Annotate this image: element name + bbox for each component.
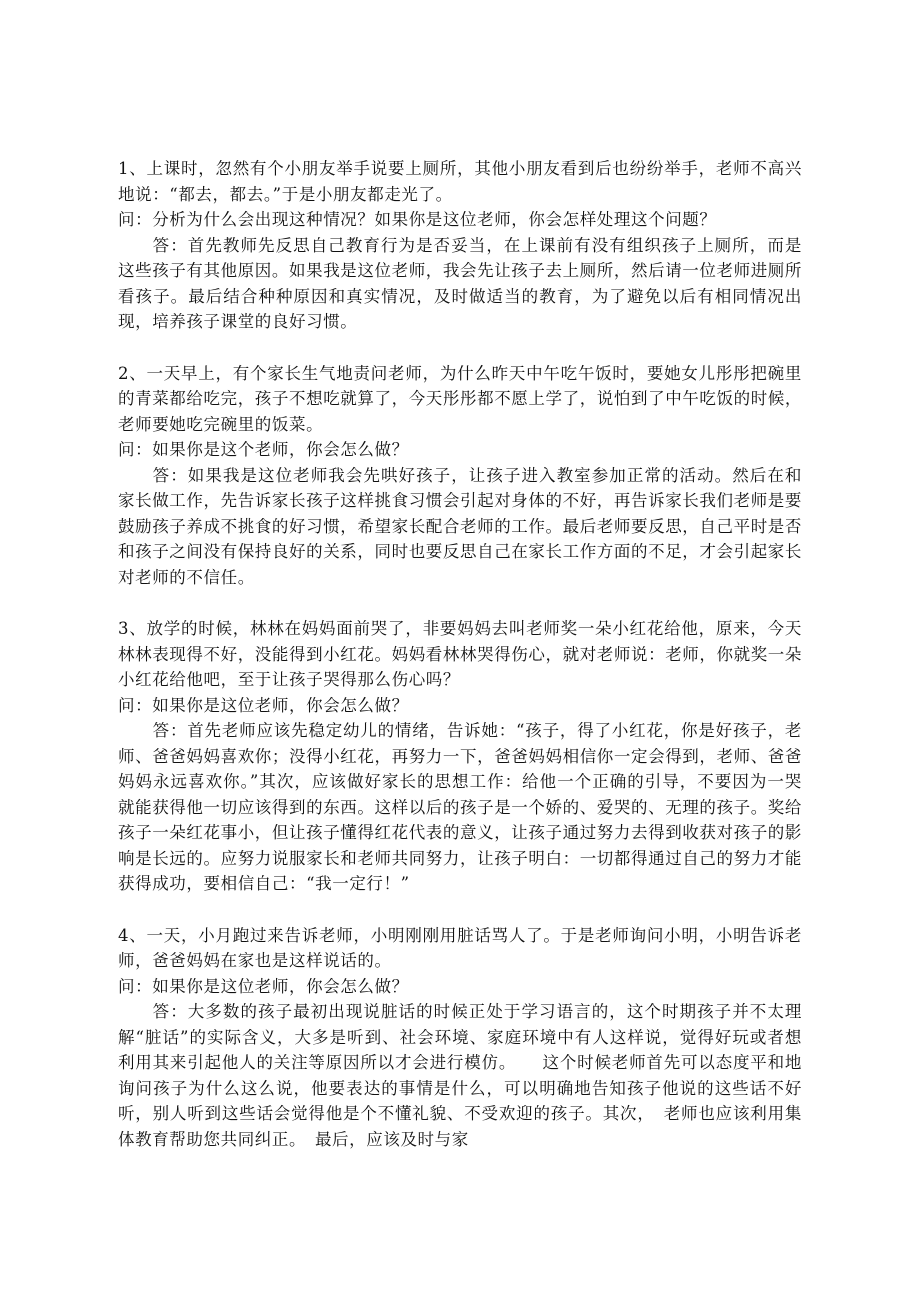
case-question: 问：如果你是这位老师，你会怎么做？ — [118, 695, 409, 715]
case-section-3 — [118, 616, 802, 897]
case-answer: 答：大多数的孩子最初出现说脏话的时候正处于学习语言的，这个时期孩子并不太理解“脏话”的实际含义，大多是听到、社会环境、家庭环境中有人这样说，觉得好玩或者想利用其来引起他人的关注等原因所以才会进行模仿。 这个时候老师首先可以态度平和地询问孩子为什么这么说，他要表达的事情是什么，可以明确地告知孩子他说的这些话不好听，别人听到这些话会觉得他是个不懂礼貌、不受欢迎的孩子。其次， 老师也应该利用集体教育帮助您共同纠正。 最后，应该及时与家 — [118, 1002, 802, 1149]
case-description: 1、上课时，忽然有个小朋友举手说要上厕所，其他小朋友看到后也纷纷举手，老师不高兴地说：“都去，都去。”于是小朋友都走光了。 — [118, 159, 802, 204]
case-question: 问：如果你是这位老师，你会怎么做？ — [118, 976, 409, 996]
case-answer: 答：首先老师应该先稳定幼儿的情绪，告诉她：“孩子，得了小红花，你是好孩子，老师、爸爸妈妈喜欢你；没得小红花，再努力一下，爸爸妈妈相信你一定会得到，老师、爸爸妈妈永远喜欢你。”其次，应该做好家长的思想工作：给他一个正确的引导，不要因为一哭就能获得他一切应该得到的东西。这样以后的孩子是一个娇的、爱哭的、无理的孩子。奖给孩子一朵红花事小，但让孩子懂得红花代表的意义，让孩子通过努力去得到收获对孩子的影响是长远的。应努力说服家长和老师共同努力，让孩子明白：一切都得通过自己的努力才能获得成功，要相信自己：“我一定行！” — [118, 721, 802, 893]
case-description: 2、一天早上，有个家长生气地责问老师，为什么昨天中午吃午饭时，要她女儿彤彤把碗里的青菜都给吃完，孩子不想吃就算了，今天彤彤都不愿上学了，说怕到了中午吃饭的时候，老师要她吃完碗里的饭菜。 — [118, 363, 802, 434]
document-page — [118, 156, 802, 1178]
case-question: 问：分析为什么会出现这种情况？如果你是这位老师，你会怎样处理这个问题？ — [118, 210, 717, 229]
case-section-2 — [118, 361, 802, 591]
case-answer: 答：首先教师先反思自己教育行为是否妥当，在上课前有没有组织孩子上厕所，而是这些孩子有其他原因。如果我是这位老师，我会先让孩子去上厕所，然后请一位老师进厕所看孩子。最后结合种种原因和真实情况，及时做适当的教育，为了避免以后有相同情况出现，培养孩子课堂的良好习惯。 — [118, 235, 802, 331]
case-section-4 — [118, 923, 802, 1153]
case-description: 4、一天，小月跑过来告诉老师，小明刚刚用脏话骂人了。于是老师询问小明，小明告诉老师，爸爸妈妈在家也是这样说话的。 — [118, 925, 802, 970]
case-description: 3、放学的时候，林林在妈妈面前哭了，非要妈妈去叫老师奖一朵小红花给他，原来，今天林林表现得不好，没能得到小红花。妈妈看林林哭得伤心，就对老师说：老师，你就奖一朵小红花给他吧，至于让孩子哭得那么伤心吗？ — [118, 619, 802, 689]
case-question: 问：如果你是这个老师，你会怎么做？ — [118, 440, 409, 459]
case-answer: 答：如果我是这位老师我会先哄好孩子，让孩子进入教室参加正常的活动。然后在和家长做工作，先告诉家长孩子这样挑食习惯会引起对身体的不好，再告诉家长我们老师是要鼓励孩子养成不挑食的好习惯，希望家长配合老师的工作。最后老师要反思，自己平时是否和孩子之间没有保持良好的关系，同时也要反思自己在家长工作方面的不足，才会引起家长对老师的不信任。 — [118, 465, 802, 587]
case-section-1 — [118, 156, 802, 335]
